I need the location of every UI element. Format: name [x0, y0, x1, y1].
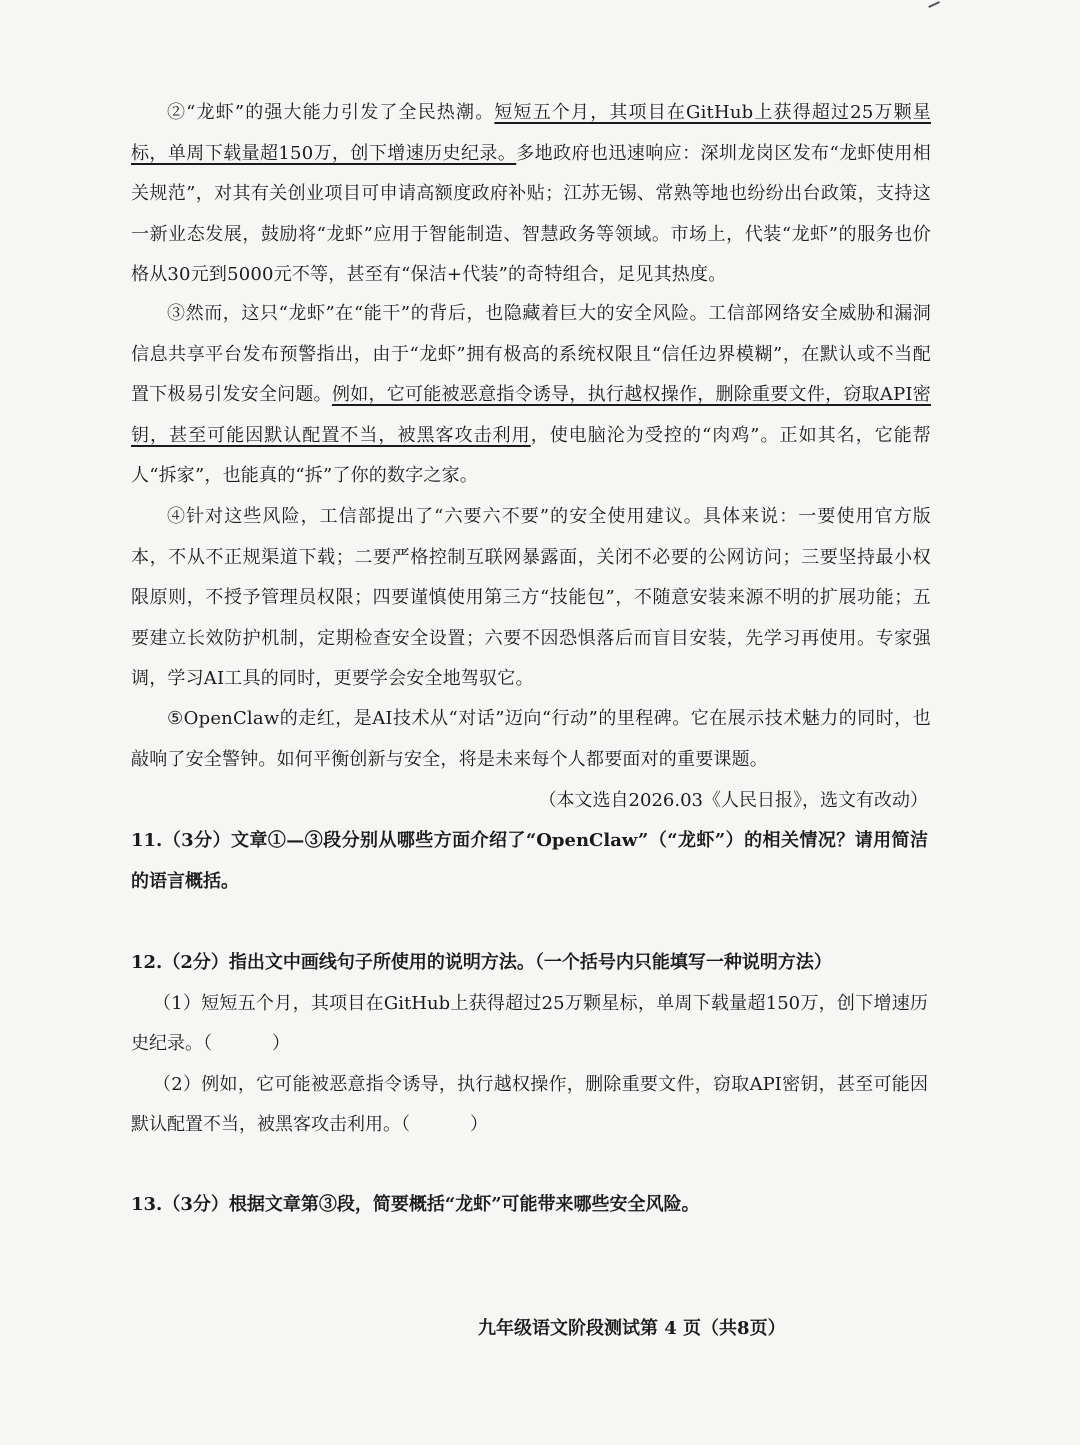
- page-footer: 九年级语文阶段测试第 4 页（共8页）: [478, 1318, 786, 1339]
- paragraph-2: [131, 93, 931, 296]
- question-12-item-1-text: （1）短短五个月，其项目在GitHub上获得超过25万颗星标，单周下载量超150万，创下增速历史纪录。（: [131, 992, 928, 1054]
- paragraph-4: [131, 497, 931, 700]
- question-12: [131, 943, 928, 1146]
- paragraph-5-text: ⑤OpenClaw的走红，是AI技术从“对话”迈向“行动”的里程碑。它在展示技术魅力的同时，也敲响了安全警钟。如何平衡创新与安全，将是未来每个人都要面对的重要课题。: [131, 708, 931, 770]
- source-citation: （本文选自2026.03《人民日报》，选文有改动）: [538, 790, 928, 811]
- paragraph-3-lead: ③然而，这只“龙虾”在“能干”的背后，也隐藏着巨大的安全风险。工信部网络安全威胁和漏洞信息共享平台发布预警指出，由于“龙虾”拥有极高的系统权限且“信任边界模糊”，在默认或不当配置下极易引发安全问题。: [131, 303, 931, 405]
- paragraph-3-underlined-sentence: 例如，它可能被恶意指令诱导，执行越权操作，删除重要文件，窃取API密钥，甚至可能因默认配置不当，被黑客攻击利用: [131, 384, 931, 446]
- paragraph-3: [131, 294, 931, 497]
- question-12-item-1: [131, 984, 928, 1065]
- scan-mark: [924, 0, 940, 8]
- question-11: 11.（3分）文章①—③段分别从哪些方面介绍了“OpenClaw”（“龙虾”）的相关情况？请用简洁的语言概括。: [131, 830, 928, 892]
- question-12-item-2: [131, 1065, 928, 1146]
- question-12-stem: 12.（2分）指出文中画线句子所使用的说明方法。（一个括号内只能填写一种说明方法）: [131, 952, 832, 973]
- paragraph-2-underlined-sentence: 短短五个月，其项目在GitHub上获得超过25万颗星标，单周下载量超150万，创下增速历史纪录。: [131, 102, 931, 164]
- question-12-item-1-close: ）: [272, 1033, 290, 1054]
- question-12-item-2-close: ）: [470, 1114, 488, 1135]
- question-13: 13.（3分）根据文章第③段，简要概括“龙虾”可能带来哪些安全风险。: [131, 1194, 700, 1215]
- paragraph-4-text: ④针对这些风险，工信部提出了“六要六不要”的安全使用建议。具体来说：一要使用官方版本，不从不正规渠道下载；二要严格控制互联网暴露面，关闭不必要的公网访问；三要坚持最小权限原则，不授予管理员权限；四要谨慎使用第三方“技能包”，不随意安装来源不明的扩展功能；五要建立长效防护机制，定期检查安全设置；六要不因恐惧落后而盲目安装，先学习再使用。专家强调，学习AI工具的同时，更要学会安全地驾驭它。: [131, 506, 931, 689]
- question-12-item-2-text: （2）例如，它可能被恶意指令诱导，执行越权操作，删除重要文件，窃取API密钥，甚至可能因默认配置不当，被黑客攻击利用。（: [131, 1073, 928, 1135]
- paragraph-5: [131, 699, 931, 780]
- paragraph-3-rest: ，使电脑沦为受控的“肉鸡”。正如其名，它能帮人“拆家”，也能真的“拆”了你的数字之家。: [131, 424, 931, 486]
- paragraph-2-rest: 多地政府也迅速响应：深圳龙岗区发布“龙虾使用相关规范”，对其有关创业项目可申请高额度政府补贴；江苏无锡、常熟等地也纷纷出台政策，支持这一新业态发展，鼓励将“龙虾”应用于智能制造、智慧政务等领域。市场上，代装“龙虾”的服务也价格从30元到5000元不等，甚至有“保洁+代装”的奇特组合，足见其热度。: [131, 142, 931, 285]
- paragraph-2-lead: ②“龙虾”的强大能力引发了全民热潮。: [167, 102, 495, 123]
